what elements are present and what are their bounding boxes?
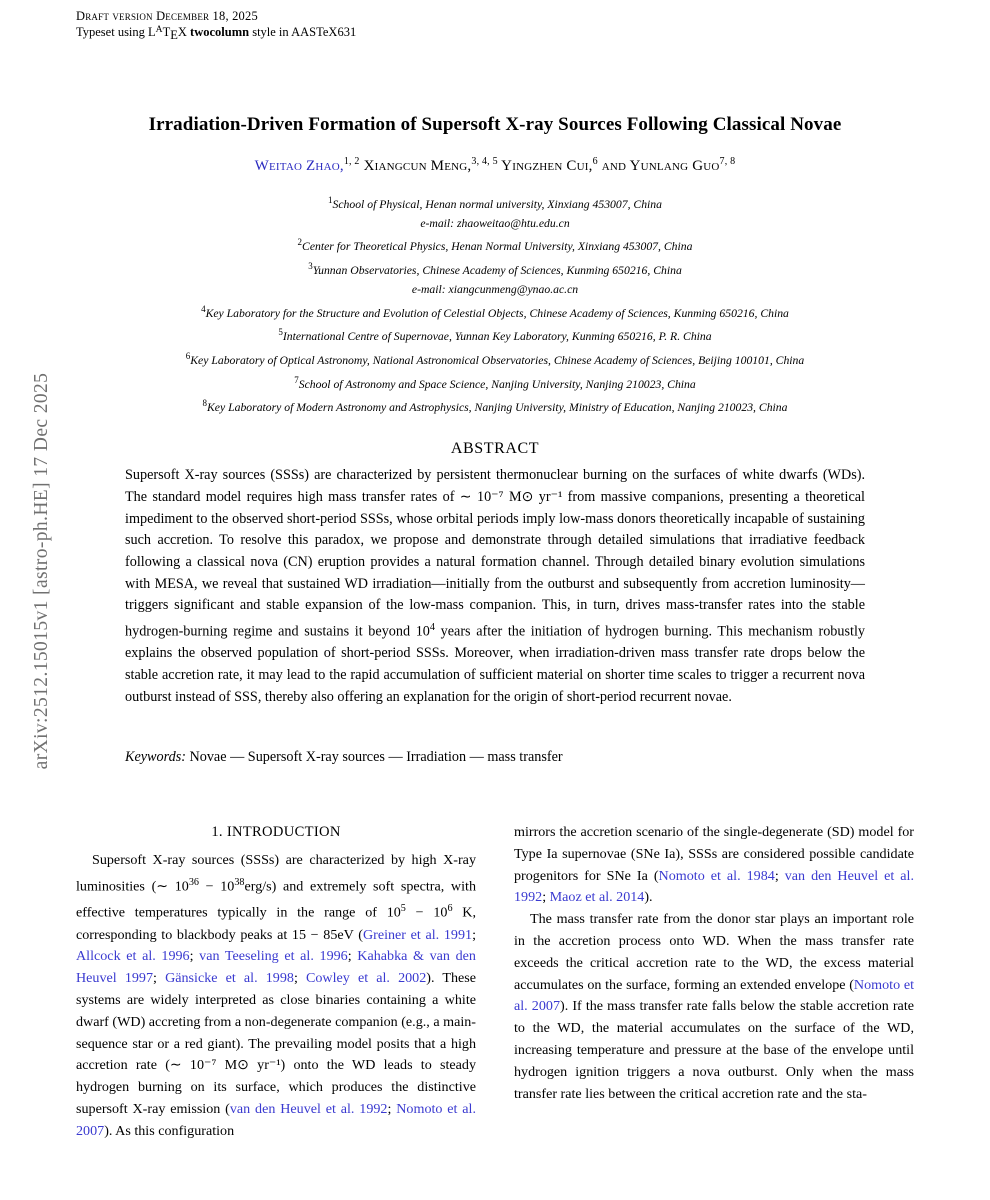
latex-a: A [155, 24, 163, 35]
section-number: 1. [211, 824, 227, 840]
text-run: ). As this configuration [104, 1122, 235, 1139]
citation-link[interactable]: Nomoto et al. 1984 [658, 867, 775, 884]
citation-link[interactable]: Kahabka & van den Heuvel 1997 [76, 948, 476, 987]
latex-t: T [162, 25, 171, 39]
affiliation-item [76, 191, 914, 215]
text-run: ; [472, 926, 476, 943]
affiliation-text: Center for Theoretical Physics, Henan Normal University, Xinxiang 453007, China [302, 240, 693, 254]
column-right [514, 822, 914, 1143]
author-3-affil-marker: 6 [592, 156, 598, 167]
affiliation-marker: 2 [297, 237, 303, 248]
affiliation-text: Key Laboratory of Optical Astronomy, National Astronomical Observatories, Chinese Academy of Sciences, Beijing 100101, China [190, 353, 805, 367]
keywords-label: Keywords: [125, 748, 186, 765]
text-run: − 10 [198, 878, 235, 895]
column-left [76, 822, 476, 1143]
exponent: 6 [447, 903, 453, 915]
affiliation-text: International Centre of Supernovae, Yunnan Key Laboratory, Kunming 650216, P. R. China [282, 330, 712, 344]
text-run: erg/s) and extremely soft spectra, with effective temperatures typically in the range of 10 [76, 878, 476, 921]
author-3: Yingzhen Cui, [497, 158, 593, 174]
typeset-suffix: style in AASTeX631 [249, 25, 357, 39]
text-run: ; [153, 970, 166, 987]
text-run: ). These systems are widely interpreted as close binaries containing a white dwarf (WD) accreting from a non-degenerate companion (e.g., a main-sequence star or a red giant). The prevailing model posits that a high accretion rate (∼ 10⁻⁷ M⊙ yr⁻¹) onto the WD leads to steady hydrogen burning on its surface, which produces the distinctive supersoft X-ray emission ( [76, 970, 477, 1117]
author-2: Xiangcun Meng, [359, 158, 472, 174]
text-run: ; [542, 889, 550, 906]
author-2-affil-marker: 3, 4, 5 [471, 156, 498, 167]
text-run: K, corresponding to blackbody peaks at 15 − 85eV ( [76, 904, 476, 943]
paper-content [76, 8, 914, 768]
citation-link[interactable]: Greiner et al. 1991 [362, 926, 473, 943]
citation-link[interactable]: Maoz et al. 2014 [549, 889, 645, 906]
abstract-exponent: 4 [429, 622, 435, 634]
citation-link[interactable]: van den Heuvel et al. 1992 [514, 867, 914, 906]
author-4-affil-marker: 7, 8 [719, 156, 736, 167]
author-1-affil-marker: 1, 2 [343, 156, 360, 167]
affiliation-item [76, 281, 914, 300]
affiliation-item [76, 233, 914, 257]
affiliation-item [76, 300, 914, 324]
typeset-style: twocolumn [190, 25, 250, 39]
affiliation-item [76, 257, 914, 281]
author-list [76, 156, 914, 175]
arxiv-identifier-stamp: arXiv:2512.15015v1 [astro-ph.HE] 17 Dec 2025 [31, 372, 52, 770]
exponent: 5 [400, 903, 406, 915]
affiliation-text: Yunnan Observatories, Chinese Academy of Sciences, Kunming 650216, China [312, 264, 682, 278]
text-run: The mass transfer rate from the donor star plays an important role in the accretion process onto WD. When the mass transfer rate exceeds the critical accretion rate to the WD, the excess material accumulates on the surface, forming an extended envelope ( [514, 911, 914, 993]
affiliation-list [76, 191, 914, 418]
abstract-rate-value: ∼ 10⁻⁷ M⊙ yr⁻¹ [459, 488, 563, 505]
typeset-line [76, 24, 914, 42]
author-1[interactable]: Weitao Zhao, [254, 158, 344, 174]
affiliation-marker: 3 [308, 261, 313, 272]
affiliation-email: e-mail: xiangcunmeng@ynao.ac.cn [411, 282, 579, 296]
affiliation-text: School of Physical, Henan normal university, Xinxiang 453007, China [332, 197, 662, 211]
affiliation-item [76, 323, 914, 347]
text-run: ; [189, 948, 200, 965]
abstract-part-1: Supersoft X-ray sources (SSSs) are characterized by persistent thermonuclear burning on the surfaces of white dwarfs (WDs). The standard model requires high mass transfer rates of [125, 467, 865, 505]
citation-link[interactable]: van den Heuvel et al. 1992 [229, 1100, 388, 1117]
text-run: ; [293, 970, 306, 987]
affiliation-marker: 4 [201, 303, 206, 314]
affiliation-text: School of Astronomy and Space Science, Nanjing University, Nanjing 210023, China [298, 377, 696, 391]
section-title: INTRODUCTION [226, 824, 341, 840]
affiliation-item [76, 371, 914, 395]
affiliation-marker: 7 [294, 374, 299, 385]
affiliation-item [76, 347, 914, 371]
keywords-line [125, 747, 865, 768]
keywords-text: Novae — Supersoft X-ray sources — Irradiation — mass transfer [185, 748, 563, 765]
text-run: ). [644, 889, 653, 906]
abstract-text [125, 465, 865, 708]
abstract-part-2: from massive companions, presenting a theoretical impediment to the observed short-period SSSs, whose orbital periods imply low-mass donors theoretically incapable of sustaining such accretion. To resolve this paradox, we propose and demonstrate through detailed simulations that irradiative feedback following a classical nova (CN) eruption provides a natural formation channel. Through detailed binary evolution simulations with MESA, we reveal that sustained WD irradiation—initially from the outburst and subsequently from accretion luminosity—triggers significant and stable expansion of the low-mass companion. This, in turn, drives mass-transfer rates into the stable hydrogen-burning regime and sustains it beyond 10 [125, 488, 865, 640]
two-column-body [76, 822, 914, 1143]
affiliation-marker: 8 [202, 398, 208, 409]
text-run: ; [387, 1100, 397, 1117]
text-run: mirrors the accretion scenario of the single-degenerate (SD) model for Type Ia supernovae (SNe Ia), SSSs are considered possible candidate progenitors for SNe Ia ( [514, 824, 914, 884]
affiliation-text: Key Laboratory of Modern Astronomy and Astrophysics, Nanjing University, Ministry of Education, Nanjing 210023, China [207, 401, 788, 415]
section-heading-introduction [76, 822, 476, 844]
typeset-prefix: Typeset using L [76, 25, 156, 39]
exponent: 38 [234, 876, 245, 888]
paragraph [514, 822, 914, 909]
affiliation-email: e-mail: zhaoweitao@htu.edu.cn [420, 216, 570, 230]
affiliation-marker: 5 [278, 327, 283, 338]
text-run: − 10 [405, 904, 448, 921]
affiliation-item [76, 394, 914, 418]
text-run: ; [347, 948, 358, 965]
citation-link[interactable]: Nomoto et al. 2007 [76, 1100, 476, 1139]
citation-link[interactable]: Allcock et al. 1996 [76, 948, 190, 965]
affiliation-marker: 6 [185, 351, 191, 362]
exponent: 36 [188, 876, 199, 888]
draft-version-line: Draft version December 18, 2025 [76, 9, 258, 23]
citation-link[interactable]: Gänsicke et al. 1998 [165, 970, 294, 987]
affiliation-text: Key Laboratory for the Structure and Evolution of Celestial Objects, Chinese Academy of Sciences, Kunming 650216, China [205, 306, 789, 320]
affiliation-marker: 1 [328, 195, 333, 205]
page-title: Irradiation-Driven Formation of Supersoft X-ray Sources Following Classical Novae [148, 114, 842, 135]
text-run: ; [774, 867, 785, 884]
latex-x: X [177, 25, 191, 39]
abstract-heading: ABSTRACT [450, 440, 540, 458]
paragraph [76, 850, 476, 1143]
author-4: and Yunlang Guo [597, 158, 720, 174]
citation-link[interactable]: Cowley et al. 2002 [305, 970, 427, 987]
citation-link[interactable]: van Teeseling et al. 1996 [199, 948, 348, 965]
text-run: Supersoft X-ray sources (SSSs) are characterized by high X-ray luminosities (∼ 10 [76, 851, 476, 895]
affiliation-item [76, 215, 914, 234]
citation-link[interactable]: Nomoto et al. 2007 [514, 976, 914, 1015]
paragraph [514, 909, 914, 1105]
latex-e: E [170, 28, 178, 42]
text-run: ). If the mass transfer rate falls below the stable accretion rate to the WD, the material accumulates on the surface of the WD, increasing temperature and pressure at the base of the envelope until hydrogen ignition triggers a nova outburst. Only when the mass transfer rate lies between the critical accretion rate and the sta- [514, 998, 914, 1102]
abstract-part-3: years after the initiation of hydrogen burning. This mechanism robustly explains the observed population of short-period SSSs. Moreover, when irradiation-driven mass transfer rate drops below the stable accretion rate, it may lead to the rapid accumulation of sufficient material on shorter time scales to trigger a recurrent nova outburst instead of SSS, thereby also offering an explanation for the origin of short-period recurrent novae. [125, 623, 865, 705]
